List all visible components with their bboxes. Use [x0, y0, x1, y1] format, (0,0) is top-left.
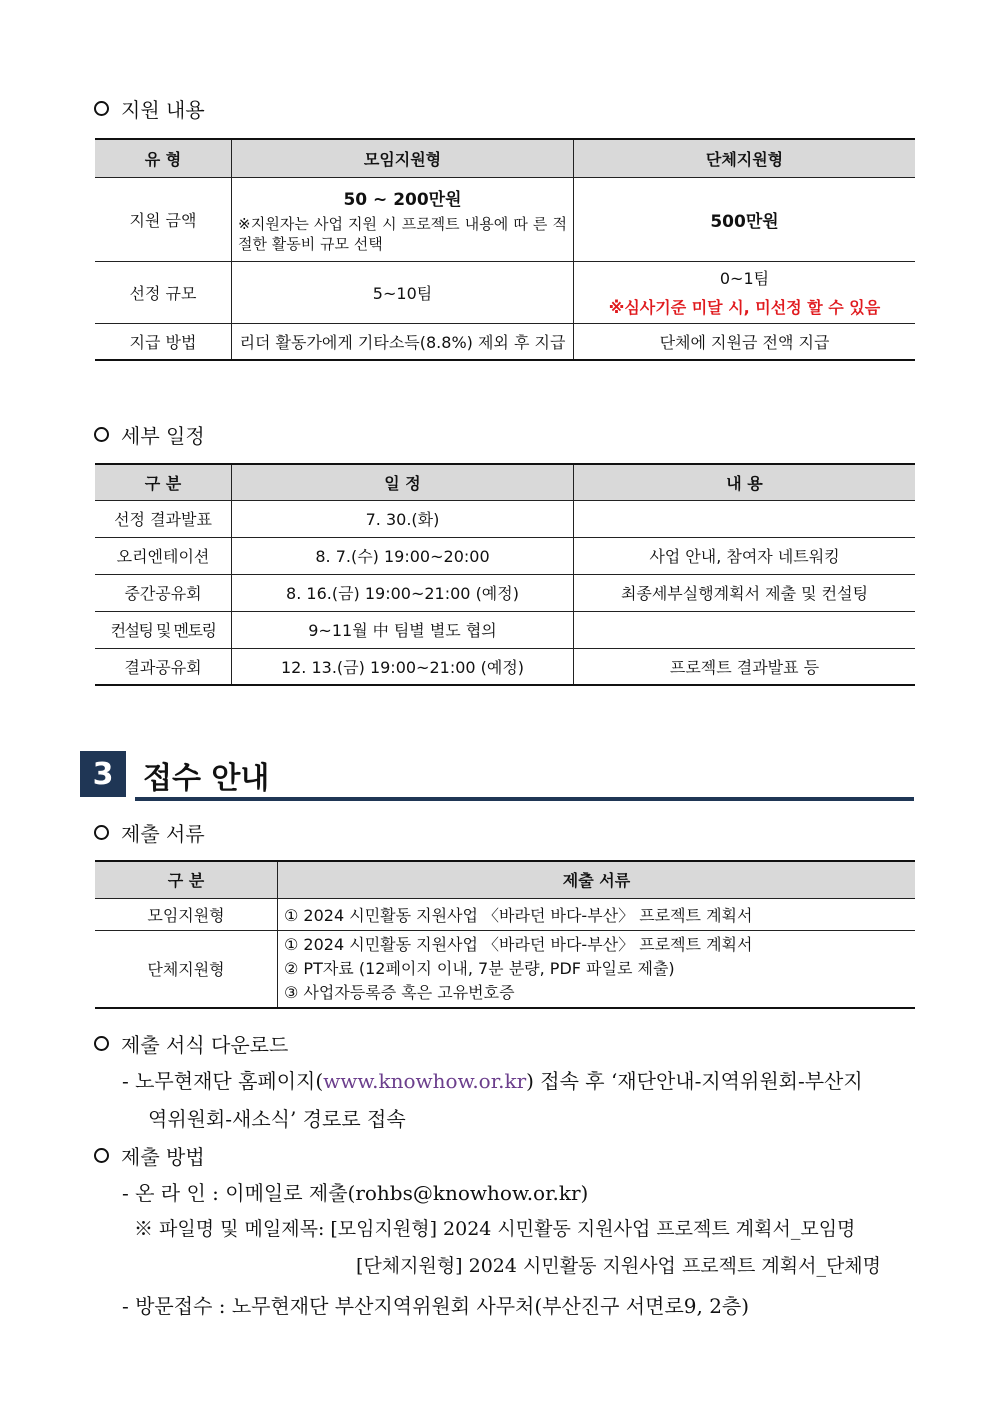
- amount-org-value: 500만원: [574, 177, 916, 261]
- circle-bullet-icon: [94, 1148, 109, 1163]
- download-line-2: 역위원회-새소식’ 경로로 접속: [148, 1107, 406, 1131]
- schedule-content: 사업 안내, 참여자 네트워킹: [574, 537, 916, 574]
- scale-label: 선정 규모: [95, 261, 232, 323]
- header-content: 내 용: [574, 464, 916, 500]
- circle-bullet-icon: [94, 101, 109, 116]
- table-row: [95, 930, 915, 1008]
- schedule-name: 중간공유회: [95, 574, 232, 611]
- chapter-title: 접수 안내: [143, 761, 270, 796]
- schedule-content: 최종세부실행계획서 제출 및 컨설팅: [574, 574, 916, 611]
- download-line-1: [122, 1065, 914, 1094]
- header-type: 유 형: [95, 139, 232, 177]
- header-group: 모임지원형: [232, 139, 574, 177]
- org-document: ③ 사업자등록증 혹은 고유번호증: [284, 982, 515, 1002]
- scale-org-value: 0~1팀: [719, 269, 770, 288]
- chapter-header: [80, 751, 914, 801]
- section-title: 제출 서식 다운로드: [121, 1033, 289, 1057]
- scale-org-cell: [574, 261, 916, 323]
- method-filename-2: [단체지원형] 2024 시민활동 지원사업 프로젝트 계획서_단체명: [356, 1255, 882, 1277]
- section-title: 제출 서류: [121, 822, 205, 846]
- org-documents: [278, 930, 916, 1008]
- schedule-date: 8. 7.(수) 19:00~20:00: [232, 537, 574, 574]
- header-documents: 제출 서류: [278, 861, 916, 898]
- schedule-name: 결과공유회: [95, 648, 232, 685]
- download-prefix: - 노무현재단 홈페이지(: [122, 1069, 324, 1093]
- payment-label: 지급 방법: [95, 323, 232, 360]
- schedule-date: 8. 16.(금) 19:00~21:00 (예정): [232, 574, 574, 611]
- schedule-name: 오리엔테이션: [95, 537, 232, 574]
- schedule-name: 선정 결과발표: [95, 500, 232, 537]
- table-row: [95, 537, 915, 574]
- method-visit: - 방문접수 : 노무현재단 부산지역위원회 사무처(부산진구 서면로9, 2층): [122, 1294, 750, 1318]
- section-heading-schedule: [94, 420, 205, 449]
- section-title: 세부 일정: [121, 424, 205, 448]
- schedule-content: [574, 611, 916, 648]
- section-heading-documents: [94, 818, 205, 847]
- header-category: 구 분: [95, 464, 232, 500]
- org-label: 단체지원형: [95, 930, 278, 1008]
- section-heading-support: [94, 94, 205, 123]
- section-title: 지원 내용: [121, 98, 205, 122]
- amount-label: 지원 금액: [95, 177, 232, 261]
- scale-group-value: 5~10팀: [232, 261, 574, 323]
- header-date: 일 정: [232, 464, 574, 500]
- section-heading-method: [94, 1141, 205, 1170]
- method-online: - 온 라 인 : 이메일로 제출(rohbs@knowhow.or.kr): [122, 1181, 589, 1205]
- payment-group-value: 리더 활동가에게 기타소득(8.8%) 제외 후 지급: [232, 323, 574, 360]
- table-row: [95, 500, 915, 537]
- header-org: 단체지원형: [574, 139, 916, 177]
- circle-bullet-icon: [94, 825, 109, 840]
- schedule-name: 컨설팅 및 멘토링: [95, 611, 232, 648]
- chapter-underline: [135, 797, 914, 801]
- schedule-content: [574, 500, 916, 537]
- table-row: [95, 611, 915, 648]
- chapter-number: 3: [80, 751, 126, 797]
- homepage-link[interactable]: www.knowhow.or.kr: [323, 1069, 527, 1093]
- group-label: 모임지원형: [95, 898, 278, 930]
- method-filename-1: ※ 파일명 및 메일제목: [모임지원형] 2024 시민활동 지원사업 프로젝트 계획서_모임명: [134, 1218, 856, 1240]
- amount-group-value: 50 ~ 200만원: [343, 189, 462, 210]
- schedule-date: 12. 13.(금) 19:00~21:00 (예정): [232, 648, 574, 685]
- schedule-table: [95, 463, 915, 686]
- circle-bullet-icon: [94, 1036, 109, 1051]
- table-row: [95, 648, 915, 685]
- schedule-content: 프로젝트 결과발표 등: [574, 648, 916, 685]
- scale-org-note: ※심사기준 미달 시, 미선정 할 수 있음: [608, 298, 881, 317]
- amount-group-note: ※지원자는 사업 지원 시 프로젝트 내용에 따 른 적절한 활동비 규모 선택: [238, 214, 567, 253]
- org-document: ② PT자료 (12페이지 이내, 7분 분량, PDF 파일로 제출): [284, 958, 675, 978]
- circle-bullet-icon: [94, 427, 109, 442]
- header-category: 구 분: [95, 861, 278, 898]
- table-row: [95, 574, 915, 611]
- section-heading-download: [94, 1029, 288, 1058]
- schedule-date: 7. 30.(화): [232, 500, 574, 537]
- schedule-date: 9~11월 中 팀별 별도 협의: [232, 611, 574, 648]
- table-row: [95, 898, 915, 930]
- amount-group-cell: [232, 177, 574, 261]
- documents-table: [95, 860, 915, 1009]
- payment-org-value: 단체에 지원금 전액 지급: [574, 323, 916, 360]
- org-document: ① 2024 시민활동 지원사업 〈바라던 바다-부산〉 프로젝트 계획서: [284, 934, 753, 954]
- download-suffix: ) 접속 후 ‘재단안내-지역위원회-부산지: [526, 1069, 863, 1093]
- group-document: ① 2024 시민활동 지원사업 〈바라던 바다-부산〉 프로젝트 계획서: [278, 898, 916, 930]
- section-title: 제출 방법: [121, 1145, 205, 1169]
- support-table: [95, 138, 915, 361]
